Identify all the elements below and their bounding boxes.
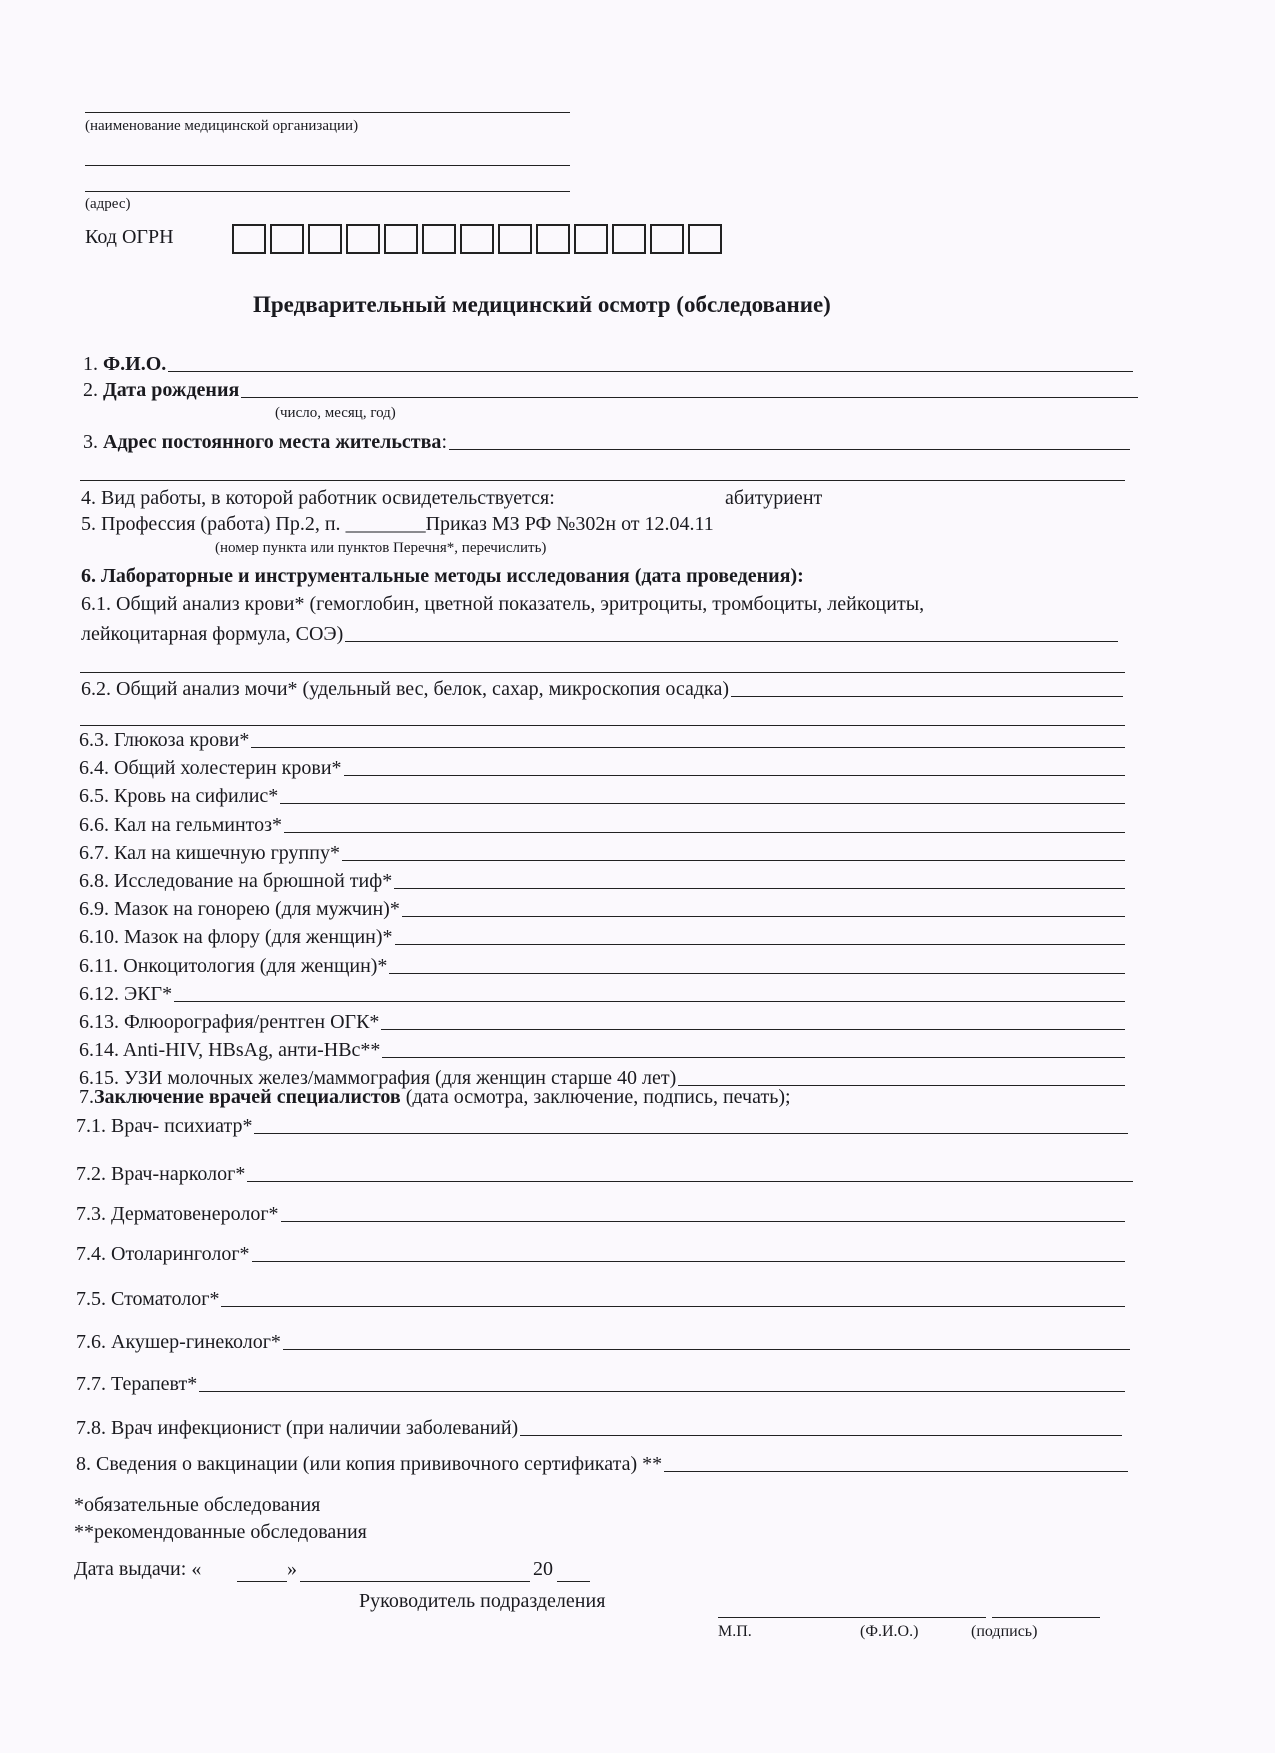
lab-test-label: 6.3. Глюкоза крови* bbox=[79, 729, 250, 751]
profession-label: 5. Профессия (работа) Пр.2, п. bbox=[81, 513, 346, 535]
lab-test-row[interactable] bbox=[79, 1036, 1125, 1062]
work-type-value[interactable]: абитуриент bbox=[725, 487, 823, 509]
specialist-label: 7.7. Терапевт* bbox=[76, 1373, 198, 1395]
ogrn-digit-box[interactable] bbox=[384, 224, 418, 254]
specialist-input-line[interactable] bbox=[254, 1133, 1128, 1134]
lab-test-label: 6.7. Кал на кишечную группу* bbox=[79, 841, 340, 864]
lab-test-input-line[interactable] bbox=[394, 888, 1125, 889]
section7-heading-num: 7. bbox=[79, 1086, 94, 1108]
issue-month-line[interactable] bbox=[300, 1581, 530, 1582]
specialist-label: 7.6. Акушер-гинеколог* bbox=[76, 1331, 281, 1353]
lab-test-row[interactable] bbox=[79, 923, 1125, 949]
ogrn-digit-box[interactable] bbox=[498, 224, 532, 254]
org-name-caption: (наименование медицинской организации) bbox=[85, 118, 359, 134]
head-fio-line[interactable] bbox=[718, 1617, 986, 1618]
section6-heading-text: 6. Лабораторные и инструментальные методы исследования (дата проведения): bbox=[81, 565, 804, 587]
specialist-input-line[interactable] bbox=[247, 1181, 1133, 1182]
fio-caption: (Ф.И.О.) bbox=[860, 1623, 919, 1640]
lab-test-input-line[interactable] bbox=[389, 973, 1125, 974]
vaccination-input-line[interactable] bbox=[664, 1471, 1128, 1472]
fio-label: Ф.И.О. bbox=[103, 353, 167, 375]
lab-test-input-line[interactable] bbox=[344, 775, 1125, 776]
issue-date-label: Дата выдачи: « bbox=[74, 1558, 202, 1580]
stamp-label: М.П. bbox=[718, 1623, 752, 1640]
lab-test-row[interactable] bbox=[79, 1008, 1125, 1034]
dob-label: Дата рождения bbox=[103, 379, 240, 401]
specialist-row[interactable] bbox=[76, 1328, 1130, 1354]
vaccination-label: 8. Сведения о вакцинации (или копия прививочного сертификата) ** bbox=[76, 1453, 663, 1475]
head-of-unit-label: Руководитель подразделения bbox=[359, 1590, 606, 1612]
specialist-label: 7.5. Стоматолог* bbox=[76, 1288, 220, 1310]
specialist-input-line[interactable] bbox=[281, 1221, 1125, 1222]
lab-test-input-line[interactable] bbox=[402, 916, 1125, 917]
section7-heading-bold: Заключение врачей специалистов bbox=[94, 1086, 401, 1108]
specialist-row[interactable] bbox=[76, 1370, 1125, 1396]
blood-test-input-line[interactable] bbox=[345, 641, 1118, 642]
ogrn-digit-box[interactable] bbox=[270, 224, 304, 254]
specialist-row[interactable] bbox=[76, 1160, 1133, 1186]
fio-row[interactable] bbox=[83, 350, 1133, 376]
residence-row[interactable] bbox=[83, 428, 1130, 454]
ogrn-label: Код ОГРН bbox=[85, 226, 174, 248]
issue-day-line[interactable] bbox=[237, 1581, 287, 1582]
lab-test-label: 6.6. Кал на гельминтоз* bbox=[79, 813, 283, 836]
specialist-label: 7.2. Врач-нарколог* bbox=[76, 1163, 246, 1185]
lab-test-label: 6.10. Мазок на флору (для женщин)* bbox=[79, 926, 393, 949]
lab-test-input-line[interactable] bbox=[342, 860, 1125, 861]
footnote-mandatory: *обязательные обследования bbox=[74, 1494, 321, 1516]
specialist-label: 7.4. Отоларинголог* bbox=[76, 1243, 250, 1265]
lab-test-input-line[interactable] bbox=[174, 1001, 1125, 1002]
ogrn-digit-box[interactable] bbox=[612, 224, 646, 254]
dob-row[interactable] bbox=[83, 376, 1138, 402]
blood-test-line2: лейкоцитарная формула, СОЭ) bbox=[81, 623, 344, 645]
residence-label: Адрес постоянного места жительства bbox=[103, 431, 442, 453]
ogrn-digit-box[interactable] bbox=[308, 224, 342, 254]
blood-test-line-extra[interactable] bbox=[80, 672, 1125, 673]
lab-test-label: 6.8. Исследование на брюшной тиф* bbox=[79, 870, 393, 892]
lab-test-row[interactable] bbox=[79, 839, 1125, 865]
footnote-recommended: **рекомендованные обследования bbox=[74, 1521, 367, 1543]
address-caption: (адрес) bbox=[85, 196, 131, 212]
specialist-input-line[interactable] bbox=[199, 1391, 1125, 1392]
lab-test-row[interactable] bbox=[79, 867, 1125, 893]
ogrn-digit-box[interactable] bbox=[422, 224, 456, 254]
lab-test-row[interactable] bbox=[79, 754, 1125, 780]
residence-number: 3. bbox=[83, 431, 98, 453]
address-line-2[interactable] bbox=[85, 191, 570, 192]
head-signature-line[interactable] bbox=[992, 1617, 1100, 1618]
lab-test-row[interactable] bbox=[79, 782, 1125, 808]
fio-input-line[interactable] bbox=[168, 371, 1133, 372]
urine-test-input-line[interactable] bbox=[731, 696, 1123, 697]
ogrn-digit-box[interactable] bbox=[574, 224, 608, 254]
blood-test-row[interactable] bbox=[81, 620, 1118, 646]
lab-test-input-line[interactable] bbox=[395, 944, 1125, 945]
ogrn-digit-box[interactable] bbox=[346, 224, 380, 254]
lab-test-label: 6.5. Кровь на сифилис* bbox=[79, 785, 279, 808]
specialist-row[interactable] bbox=[76, 1240, 1125, 1266]
ogrn-digit-box[interactable] bbox=[460, 224, 494, 254]
profession-blank[interactable]: ________ bbox=[345, 513, 426, 535]
profession-value[interactable]: Приказ МЗ РФ №302н от 12.04.11 bbox=[425, 513, 714, 535]
specialist-row[interactable] bbox=[76, 1285, 1125, 1311]
address-line-1[interactable] bbox=[85, 165, 570, 166]
lab-test-label: 6.12. ЭКГ* bbox=[79, 982, 173, 1005]
vaccination-row[interactable] bbox=[76, 1450, 1128, 1476]
specialist-input-line[interactable] bbox=[520, 1435, 1122, 1436]
specialist-row[interactable] bbox=[76, 1414, 1122, 1440]
lab-test-row[interactable] bbox=[79, 811, 1125, 837]
section7-heading bbox=[79, 1086, 791, 1109]
lab-test-input-line[interactable] bbox=[251, 747, 1125, 748]
specialist-row[interactable] bbox=[76, 1112, 1128, 1138]
issue-quote-close: » bbox=[287, 1558, 297, 1580]
lab-test-label: 6.14. Anti-HIV, HBsAg, анти-HBc** bbox=[79, 1039, 381, 1062]
section6-heading bbox=[81, 565, 804, 588]
ogrn-digit-box[interactable] bbox=[688, 224, 722, 254]
lab-test-row[interactable] bbox=[79, 980, 1125, 1006]
lab-test-row[interactable] bbox=[79, 952, 1125, 978]
dob-number: 2. bbox=[83, 379, 98, 401]
ogrn-digit-box[interactable] bbox=[232, 224, 266, 254]
dob-input-line[interactable] bbox=[241, 397, 1138, 398]
section7-heading-rest: (дата осмотра, заключение, подпись, печать); bbox=[400, 1086, 791, 1108]
dob-caption: (число, месяц, год) bbox=[275, 405, 396, 421]
lab-test-input-line[interactable] bbox=[382, 1057, 1125, 1058]
lab-test-row[interactable] bbox=[79, 726, 1125, 752]
lab-test-row[interactable] bbox=[79, 895, 1125, 921]
lab-test-input-line[interactable] bbox=[280, 803, 1125, 804]
urine-test-row[interactable] bbox=[81, 675, 1123, 701]
ogrn-digit-box[interactable] bbox=[650, 224, 684, 254]
residence-input-line[interactable] bbox=[449, 449, 1130, 450]
specialist-label: 7.8. Врач инфекционист (при наличии заболеваний) bbox=[76, 1417, 519, 1439]
specialist-input-line[interactable] bbox=[283, 1349, 1130, 1350]
signature-caption: (подпись) bbox=[971, 1623, 1038, 1640]
lab-test-label: 6.15. УЗИ молочных желез/маммография (для женщин старше 40 лет) bbox=[79, 1067, 677, 1090]
specialist-input-line[interactable] bbox=[221, 1306, 1125, 1307]
specialist-label: 7.3. Дерматовенеролог* bbox=[76, 1203, 279, 1225]
org-name-line[interactable] bbox=[85, 112, 570, 113]
lab-test-label: 6.9. Мазок на гонорею (для мужчин)* bbox=[79, 898, 400, 921]
residence-colon: : bbox=[441, 431, 447, 453]
lab-test-label: 6.4. Общий холестерин крови* bbox=[79, 757, 342, 780]
residence-line-2[interactable] bbox=[80, 480, 1125, 481]
urine-test-label: 6.2. Общий анализ мочи* (удельный вес, белок, сахар, микроскопия осадка) bbox=[81, 678, 729, 700]
profession-caption: (номер пункта или пунктов Перечня*, перечислить) bbox=[215, 540, 547, 556]
work-type-label: 4. Вид работы, в которой работник освидетельствуется: bbox=[81, 487, 555, 509]
fio-number: 1. bbox=[83, 353, 98, 375]
ogrn-digit-box[interactable] bbox=[536, 224, 570, 254]
form-title: Предварительный медицинский осмотр (обследование) bbox=[253, 292, 831, 317]
lab-test-label: 6.11. Онкоцитология (для женщин)* bbox=[79, 954, 388, 977]
specialist-input-line[interactable] bbox=[252, 1261, 1125, 1262]
specialist-label: 7.1. Врач- психиатр* bbox=[76, 1115, 253, 1137]
ogrn-code-boxes[interactable] bbox=[232, 224, 726, 254]
profession-row bbox=[81, 513, 714, 536]
lab-test-input-line[interactable] bbox=[284, 832, 1125, 833]
specialist-row[interactable] bbox=[76, 1200, 1125, 1226]
blood-test-line1: 6.1. Общий анализ крови* (гемоглобин, цветной показатель, эритроциты, тромбоциты, лейкоциты, bbox=[81, 593, 925, 615]
lab-test-input-line[interactable] bbox=[381, 1029, 1125, 1030]
lab-test-label: 6.13. Флюорография/рентген ОГК* bbox=[79, 1011, 380, 1033]
issue-year-line[interactable] bbox=[557, 1581, 590, 1582]
issue-year: 20 bbox=[533, 1558, 553, 1580]
